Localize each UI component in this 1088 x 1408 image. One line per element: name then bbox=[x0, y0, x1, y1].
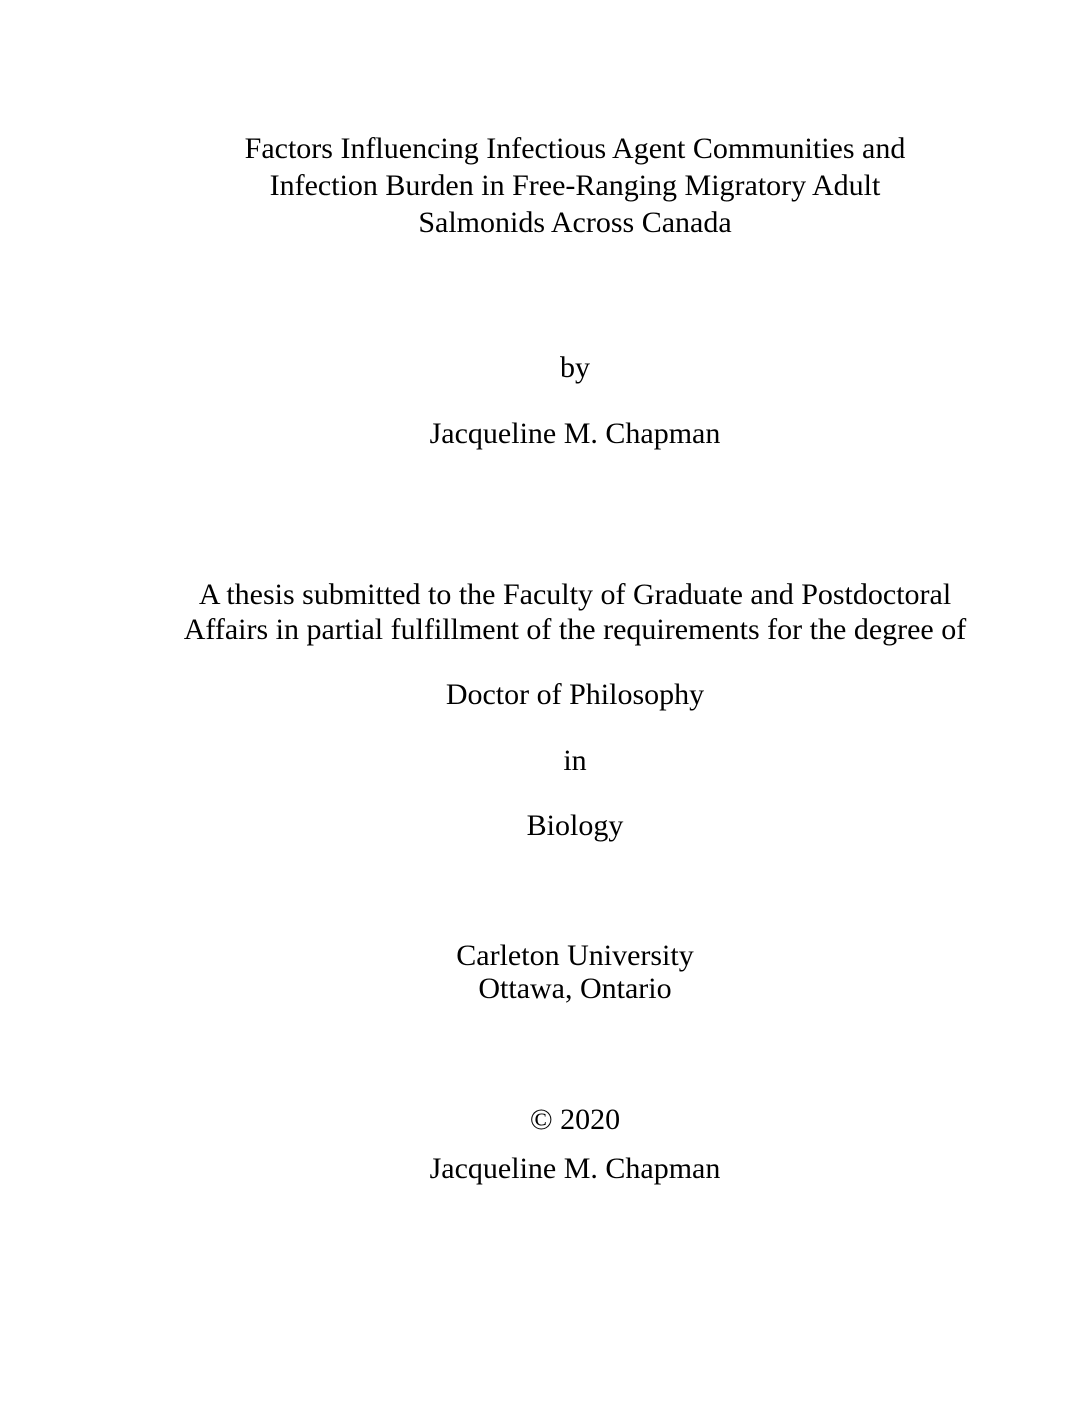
by-label: by bbox=[560, 351, 590, 384]
university-location: Ottawa, Ontario bbox=[478, 972, 672, 1005]
copyright-holder: Jacqueline M. Chapman bbox=[429, 1152, 721, 1185]
thesis-title-line-3: Salmonids Across Canada bbox=[418, 206, 732, 239]
university-name: Carleton University bbox=[456, 939, 694, 972]
copyright-notice: © 2020 bbox=[529, 1103, 621, 1136]
degree-name: Doctor of Philosophy bbox=[445, 678, 705, 711]
submission-statement-line-2: Affairs in partial fulfillment of the requirements for the degree of bbox=[183, 613, 967, 646]
discipline-name: Biology bbox=[526, 809, 624, 842]
thesis-title-line-2: Infection Burden in Free-Ranging Migratory Adult bbox=[269, 169, 881, 202]
in-label: in bbox=[563, 744, 587, 777]
thesis-title-line-1: Factors Influencing Infectious Agent Communities and bbox=[244, 132, 906, 165]
submission-statement-line-1: A thesis submitted to the Faculty of Graduate and Postdoctoral bbox=[198, 578, 952, 611]
author-name: Jacqueline M. Chapman bbox=[429, 417, 721, 450]
